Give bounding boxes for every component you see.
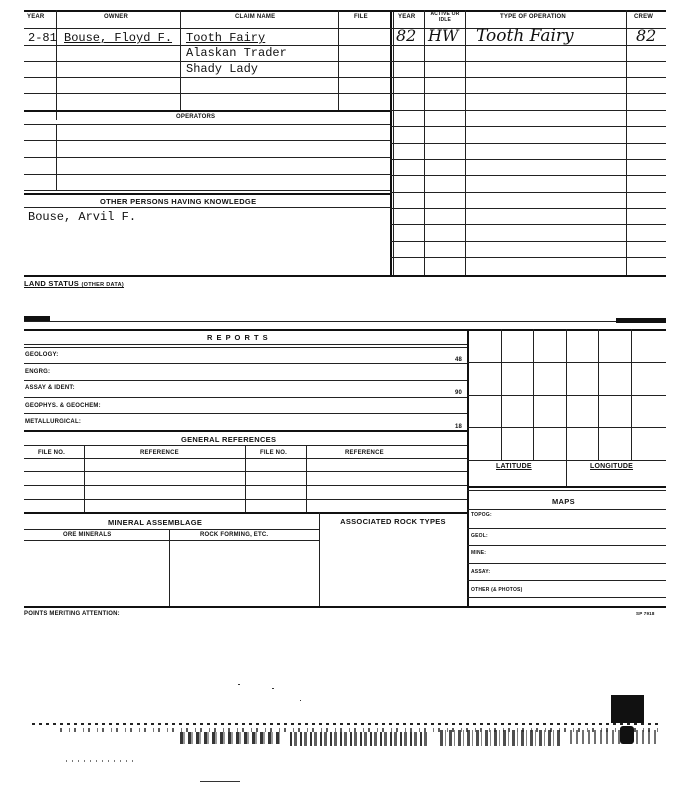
- claims-header-year: YEAR: [27, 14, 45, 20]
- maps-topog: TOPOG:: [471, 512, 492, 518]
- ops-hand-operation: Tooth Fairy: [476, 26, 574, 46]
- claim-name-2: Alaskan Trader: [186, 46, 287, 60]
- reports-rule: [24, 413, 467, 414]
- ops-row-rule: [390, 159, 666, 160]
- claims-row-rule: [24, 93, 390, 94]
- operators-heading: OPERATORS: [176, 114, 216, 120]
- ops-row-rule: [390, 241, 666, 242]
- latitude-label: LATITUDE: [496, 463, 532, 470]
- reports-top-rule: [24, 329, 666, 331]
- greferences-col-divider: [306, 445, 307, 512]
- scan-speckle: [66, 760, 136, 762]
- ops-row-rule: [390, 143, 666, 144]
- claim-year: 2-81: [28, 31, 57, 45]
- ops-row-rule: [390, 61, 666, 62]
- report-geophys: GEOPHYS. & GEOCHEM:: [25, 403, 101, 409]
- scan-blot: [620, 726, 634, 744]
- form-number: SP 7918: [636, 611, 655, 616]
- scan-black-square: [611, 695, 644, 723]
- general-references-heading: GENERAL REFERENCES: [181, 435, 277, 444]
- claims-header-file: FILE: [354, 14, 368, 20]
- maps-rule: [467, 563, 666, 564]
- report-engrg: ENGRG:: [25, 369, 51, 375]
- gref-header-ref-1: REFERENCE: [140, 450, 179, 456]
- scan-smudge: [180, 732, 280, 744]
- claims-header-claim-name: CLAIM NAME: [235, 14, 276, 20]
- claims-col-divider: [338, 10, 339, 110]
- claims-header-owner: OWNER: [104, 14, 128, 20]
- ops-hand-status: HW: [428, 26, 459, 45]
- operators-rule: [24, 124, 390, 125]
- land-status-label: [24, 279, 124, 288]
- maps-mine: MINE:: [471, 550, 487, 556]
- operators-rule: [24, 190, 390, 191]
- reports-rule: [24, 363, 467, 364]
- grid-row: [467, 460, 666, 461]
- claim-name-3: Shady Lady: [186, 62, 259, 76]
- ops-row-rule: [390, 110, 666, 111]
- gref-header-file-2: FILE NO.: [260, 450, 287, 456]
- grid-row: [467, 427, 666, 428]
- bottom-section-rule: [24, 606, 666, 608]
- scan-smudge: [440, 730, 560, 746]
- mineral-col-divider: [169, 529, 170, 607]
- mineral-assemblage-heading: MINERAL ASSEMBLAGE: [108, 518, 203, 527]
- ops-row-rule: [390, 126, 666, 127]
- report-metallurgical-num: 18: [455, 424, 463, 430]
- maps-heading: MAPS: [552, 497, 575, 506]
- report-geology-num: 48: [455, 357, 463, 363]
- ops-row-rule: [390, 93, 666, 94]
- knowledge-person: Bouse, Arvil F.: [28, 210, 137, 224]
- reports-top-thin-rule: [24, 321, 666, 322]
- reports-rule: [24, 397, 467, 398]
- points-meriting-attention: POINTS MERITING ATTENTION:: [24, 611, 120, 617]
- claims-col-divider: [56, 10, 57, 120]
- longitude-label: LONGITUDE: [590, 463, 634, 470]
- maps-rule: [467, 528, 666, 529]
- ore-minerals-header: ORE MINERALS: [63, 532, 112, 538]
- greferences-col-divider: [245, 445, 246, 512]
- scan-speckle: [200, 781, 240, 782]
- ops-row-rule: [390, 224, 666, 225]
- report-assay: ASSAY & IDENT:: [25, 385, 75, 391]
- grid-row: [467, 395, 666, 396]
- report-metallurgical: METALLURGICAL:: [25, 419, 82, 425]
- gref-header-ref-2: REFERENCE: [345, 450, 384, 456]
- ops-hand-crew: 82: [636, 26, 657, 45]
- claim-name-1: Tooth Fairy: [186, 31, 266, 45]
- operators-rule: [24, 157, 390, 158]
- ops-row-rule: [390, 208, 666, 209]
- ops-row-rule: [390, 175, 666, 176]
- maps-rule: [467, 545, 666, 546]
- reports-rule: [24, 344, 467, 345]
- gref-header-file-1: FILE NO.: [38, 450, 65, 456]
- greferences-bottom-rule: [24, 512, 467, 514]
- top-section-bottom-rule: [24, 275, 666, 277]
- ops-row-rule: [390, 257, 666, 258]
- associated-rock-types-heading: ASSOCIATED ROCK TYPES: [340, 517, 446, 526]
- claims-row-rule: [24, 77, 390, 78]
- mineral-rule: [24, 529, 320, 530]
- land-status-title: LAND STATUS: [24, 279, 80, 288]
- ops-hand-year: 82: [396, 26, 417, 45]
- reports-heading: R E P O R T S: [207, 333, 269, 342]
- operators-col-divider: [56, 124, 57, 190]
- maps-assay: ASSAY:: [471, 569, 491, 575]
- claims-col-divider: [180, 10, 181, 110]
- separator-right-mark: [616, 318, 666, 323]
- reports-rule: [24, 347, 467, 348]
- ops-header-type: TYPE OF OPERATION: [500, 14, 566, 20]
- ops-header-crew: CREW: [634, 14, 654, 20]
- greferences-col-divider: [84, 445, 85, 512]
- ops-header-year: YEAR: [398, 14, 416, 20]
- land-status-subtitle: (OTHER DATA): [81, 282, 124, 288]
- operators-top-rule: [24, 110, 390, 112]
- grid-col: [566, 329, 567, 486]
- report-geology: GEOLOGY:: [25, 352, 59, 358]
- mineral-col-divider: [319, 512, 320, 607]
- knowledge-rule: [24, 207, 390, 208]
- report-assay-num: 90: [455, 390, 463, 396]
- maps-top-rule-2: [467, 490, 666, 491]
- operators-rule: [24, 140, 390, 141]
- claims-header-rule: [24, 28, 390, 29]
- ops-row-rule: [390, 77, 666, 78]
- scan-smudge: [290, 732, 430, 746]
- reports-bottom-rule: [24, 430, 467, 432]
- mineral-rule: [24, 540, 320, 541]
- claims-top-border: [24, 10, 390, 12]
- ops-row-rule: [390, 192, 666, 193]
- knowledge-heading: OTHER PERSONS HAVING KNOWLEDGE: [100, 197, 257, 206]
- right-panel-border: [467, 329, 469, 607]
- ops-header-active-idle: ACTIVE OR IDLE: [430, 11, 460, 23]
- grid-row: [467, 362, 666, 363]
- claim-owner: Bouse, Floyd F.: [64, 31, 173, 45]
- knowledge-top-rule: [24, 193, 390, 195]
- maps-rule: [467, 509, 666, 510]
- maps-rule: [467, 597, 666, 598]
- maps-rule: [467, 580, 666, 581]
- maps-geol: GEOL:: [471, 533, 488, 539]
- maps-other: OTHER (& PHOTOS): [471, 587, 523, 593]
- maps-top-rule: [467, 486, 666, 488]
- scan-streak: [32, 723, 658, 725]
- operators-rule: [24, 174, 390, 175]
- scan-smudge: [570, 730, 660, 744]
- rock-forming-header: ROCK FORMING, ETC.: [200, 532, 269, 538]
- reports-rule: [24, 380, 467, 381]
